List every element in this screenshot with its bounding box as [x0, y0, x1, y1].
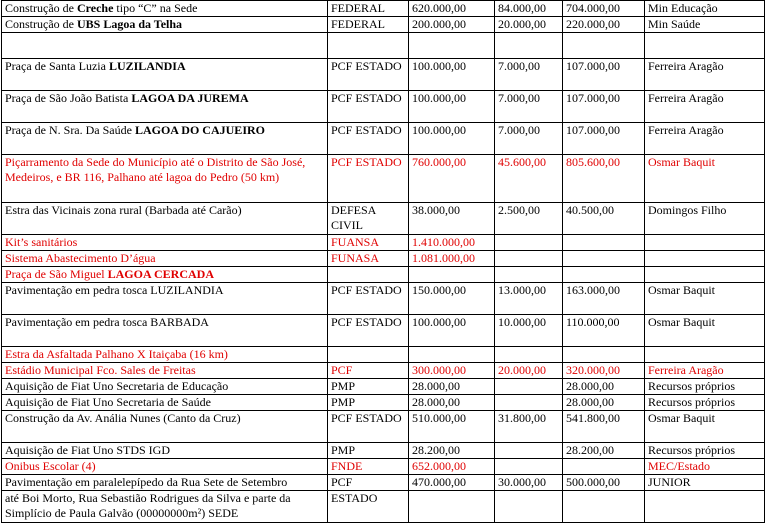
cell-value-1: 1.081.000,00 — [409, 251, 495, 267]
cell-description — [2, 267, 328, 283]
cell-value-2 — [495, 33, 563, 59]
description-text: Pavimentação em paralelepípedo da Rua Sete de Setembro — [5, 475, 288, 489]
cell-responsible: Osmar Baquit — [645, 315, 765, 347]
cell-source: PCF ESTADO — [328, 315, 409, 347]
cell-value-2 — [495, 395, 563, 411]
cell-value-2: 7.000,00 — [495, 91, 563, 123]
cell-value-total — [563, 33, 645, 59]
cell-description — [2, 491, 328, 523]
table-row — [2, 203, 765, 235]
cell-value-2: 13.000,00 — [495, 283, 563, 315]
cell-description — [2, 283, 328, 315]
table-row — [2, 283, 765, 315]
cell-responsible — [645, 33, 765, 59]
table-row — [2, 251, 765, 267]
description-text: Pavimentação em pedra tosca BARBADA — [5, 315, 209, 329]
description-bold: Creche — [76, 1, 114, 15]
cell-source: PCF ESTADO — [328, 283, 409, 315]
cell-description — [2, 203, 328, 235]
cell-source: FEDERAL — [328, 1, 409, 17]
cell-responsible: Osmar Baquit — [645, 155, 765, 203]
cell-source: DEFESA CIVIL — [328, 203, 409, 235]
cell-value-total — [563, 347, 645, 363]
cell-value-1: 100.000,00 — [409, 123, 495, 155]
cell-value-2: 10.000,00 — [495, 315, 563, 347]
cell-responsible: Ferreira Aragão — [645, 59, 765, 91]
cell-value-1: 150.000,00 — [409, 283, 495, 315]
cell-value-2 — [495, 491, 563, 523]
table-row — [2, 475, 765, 491]
cell-responsible: Osmar Baquit — [645, 283, 765, 315]
cell-description — [2, 315, 328, 347]
cell-description — [2, 443, 328, 459]
cell-value-total: 704.000,00 — [563, 1, 645, 17]
table-row — [2, 443, 765, 459]
cell-responsible — [645, 347, 765, 363]
description-text: Construção de — [5, 1, 77, 15]
cell-value-2: 20.000,00 — [495, 17, 563, 33]
table-row — [2, 363, 765, 379]
table-row — [2, 347, 765, 363]
cell-responsible: Recursos próprios — [645, 443, 765, 459]
cell-source: PMP — [328, 379, 409, 395]
cell-description — [2, 363, 328, 379]
table-row — [2, 33, 765, 59]
description-text: até Boi Morto, Rua Sebastião Rodrigues da Silva e parte da Simplício de Paula Galvão (00000000m²) SEDE — [5, 491, 291, 520]
cell-value-1 — [409, 347, 495, 363]
description-bold: UBS Lagoa da Telha — [76, 17, 183, 31]
cell-source: PCF ESTADO — [328, 59, 409, 91]
cell-value-2: 7.000,00 — [495, 59, 563, 91]
cell-responsible — [645, 491, 765, 523]
cell-value-total: 541.800,00 — [563, 411, 645, 443]
table-row — [2, 459, 765, 475]
description-bold: LAGOA CERCADA — [107, 267, 214, 281]
cell-value-total: 28.000,00 — [563, 379, 645, 395]
description-text: Estra da Asfaltada Palhano X Itaiçaba (16 km) — [5, 347, 228, 361]
cell-description — [2, 411, 328, 443]
cell-responsible: Ferreira Aragão — [645, 123, 765, 155]
cell-value-2: 84.000,00 — [495, 1, 563, 17]
cell-description — [2, 91, 328, 123]
description-text: Sistema Abastecimento D’água — [5, 251, 156, 265]
projects-table — [1, 0, 765, 523]
description-bold: LAGOA DO CAJUEIRO — [134, 123, 265, 137]
table-row — [2, 315, 765, 347]
cell-description — [2, 123, 328, 155]
cell-value-2: 31.800,00 — [495, 411, 563, 443]
cell-value-total: 107.000,00 — [563, 59, 645, 91]
cell-value-total — [563, 235, 645, 251]
cell-value-2: 2.500,00 — [495, 203, 563, 235]
table-row — [2, 411, 765, 443]
table-row — [2, 379, 765, 395]
description-text: Pavimentação em pedra tosca LUZILANDIA — [5, 283, 224, 297]
cell-value-1: 510.000,00 — [409, 411, 495, 443]
cell-value-total: 107.000,00 — [563, 91, 645, 123]
cell-value-total — [563, 459, 645, 475]
cell-responsible: JUNIOR — [645, 475, 765, 491]
cell-value-total — [563, 267, 645, 283]
description-text: Construção da Av. Anália Nunes (Canto da Cruz) — [5, 411, 241, 425]
cell-value-1: 28.200,00 — [409, 443, 495, 459]
description-text: Estádio Municipal Fco. Sales de Freitas — [5, 363, 196, 377]
cell-value-1: 28.000,00 — [409, 379, 495, 395]
cell-description — [2, 1, 328, 17]
cell-source: FUNASA — [328, 251, 409, 267]
table-row — [2, 155, 765, 203]
cell-responsible: Min Educação — [645, 1, 765, 17]
description-bold: LUZILANDIA — [108, 59, 186, 73]
cell-source: PMP — [328, 443, 409, 459]
cell-value-1: 470.000,00 — [409, 475, 495, 491]
cell-value-total — [563, 251, 645, 267]
table-row — [2, 491, 765, 523]
cell-responsible: Recursos próprios — [645, 395, 765, 411]
description-text: Kit’s sanitários — [5, 235, 78, 249]
cell-value-2 — [495, 251, 563, 267]
cell-source — [328, 33, 409, 59]
cell-value-2: 20.000,00 — [495, 363, 563, 379]
cell-value-1: 200.000,00 — [409, 17, 495, 33]
cell-responsible — [645, 267, 765, 283]
cell-responsible — [645, 251, 765, 267]
cell-value-1: 1.410.000,00 — [409, 235, 495, 251]
cell-value-1: 38.000,00 — [409, 203, 495, 235]
cell-responsible: Ferreira Aragão — [645, 91, 765, 123]
description-text: Estra das Vicinais zona rural (Barbada até Carão) — [5, 203, 242, 217]
cell-description — [2, 379, 328, 395]
cell-responsible: Osmar Baquit — [645, 411, 765, 443]
cell-value-2: 30.000,00 — [495, 475, 563, 491]
cell-value-total: 805.600,00 — [563, 155, 645, 203]
cell-responsible — [645, 235, 765, 251]
cell-source: PCF ESTADO — [328, 411, 409, 443]
cell-value-1 — [409, 33, 495, 59]
cell-value-total: 110.000,00 — [563, 315, 645, 347]
description-text: Construção de — [5, 17, 77, 31]
cell-source: PMP — [328, 395, 409, 411]
cell-value-total — [563, 491, 645, 523]
description-text: Praça de N. Sra. Da Saúde — [5, 123, 135, 137]
description-suffix: tipo “C” na Sede — [113, 1, 198, 15]
description-text: Aquisição de Fiat Uno STDS IGD — [5, 443, 170, 457]
cell-source: PCF ESTADO — [328, 91, 409, 123]
cell-description — [2, 17, 328, 33]
cell-responsible: Min Saúde — [645, 17, 765, 33]
cell-value-total: 220.000,00 — [563, 17, 645, 33]
cell-source: FNDE — [328, 459, 409, 475]
cell-value-2 — [495, 347, 563, 363]
description-bold: LAGOA DA JUREMA — [131, 91, 249, 105]
cell-description — [2, 59, 328, 91]
description-text: Aquisição de Fiat Uno Secretaria de Educação — [5, 379, 229, 393]
table-row — [2, 59, 765, 91]
cell-value-total: 28.000,00 — [563, 395, 645, 411]
cell-source: ESTADO — [328, 491, 409, 523]
cell-value-1: 652.000,00 — [409, 459, 495, 475]
cell-value-total: 40.500,00 — [563, 203, 645, 235]
cell-value-2 — [495, 267, 563, 283]
cell-value-1: 100.000,00 — [409, 59, 495, 91]
cell-value-1: 100.000,00 — [409, 91, 495, 123]
cell-value-1 — [409, 491, 495, 523]
cell-value-2 — [495, 379, 563, 395]
table-row — [2, 235, 765, 251]
cell-value-2: 7.000,00 — [495, 123, 563, 155]
cell-value-1: 620.000,00 — [409, 1, 495, 17]
projects-table-body — [2, 1, 765, 523]
cell-value-2 — [495, 459, 563, 475]
table-row — [2, 1, 765, 17]
description-text: Onibus Escolar (4) — [5, 459, 96, 473]
cell-source: PCF ESTADO — [328, 155, 409, 203]
cell-value-2 — [495, 443, 563, 459]
cell-value-total: 500.000,00 — [563, 475, 645, 491]
cell-source: FEDERAL — [328, 17, 409, 33]
cell-value-1 — [409, 267, 495, 283]
cell-value-2: 45.600,00 — [495, 155, 563, 203]
cell-description — [2, 235, 328, 251]
cell-description — [2, 347, 328, 363]
cell-value-2 — [495, 235, 563, 251]
cell-description — [2, 459, 328, 475]
cell-description — [2, 155, 328, 203]
cell-value-1: 300.000,00 — [409, 363, 495, 379]
description-text: Praça de São Miguel — [5, 267, 108, 281]
description-text: Praça de São João Batista — [5, 91, 132, 105]
cell-source — [328, 267, 409, 283]
description-text: Aquisição de Fiat Uno Secretaria de Saúde — [5, 395, 211, 409]
cell-value-total: 28.200,00 — [563, 443, 645, 459]
cell-value-total: 107.000,00 — [563, 123, 645, 155]
cell-value-total: 320.000,00 — [563, 363, 645, 379]
table-row — [2, 17, 765, 33]
cell-description — [2, 33, 328, 59]
cell-responsible: Ferreira Aragão — [645, 363, 765, 379]
cell-responsible: MEC/Estado — [645, 459, 765, 475]
table-row — [2, 267, 765, 283]
cell-source: PCF — [328, 363, 409, 379]
cell-description — [2, 395, 328, 411]
cell-responsible: Recursos próprios — [645, 379, 765, 395]
table-row — [2, 395, 765, 411]
description-text: Piçarramento da Sede do Município até o Distrito de São José, Medeiros, e BR 116, Palhano até lagoa do Pedro (50 km) — [5, 155, 306, 184]
description-text: Praça de Santa Luzia — [5, 59, 109, 73]
cell-source: PCF — [328, 475, 409, 491]
table-row — [2, 123, 765, 155]
cell-value-1: 760.000,00 — [409, 155, 495, 203]
table-row — [2, 91, 765, 123]
cell-source: PCF ESTADO — [328, 123, 409, 155]
cell-source — [328, 347, 409, 363]
cell-source: FUANSA — [328, 235, 409, 251]
cell-description — [2, 475, 328, 491]
cell-value-1: 28.000,00 — [409, 395, 495, 411]
cell-value-1: 100.000,00 — [409, 315, 495, 347]
cell-responsible: Domingos Filho — [645, 203, 765, 235]
cell-value-total: 163.000,00 — [563, 283, 645, 315]
cell-description — [2, 251, 328, 267]
